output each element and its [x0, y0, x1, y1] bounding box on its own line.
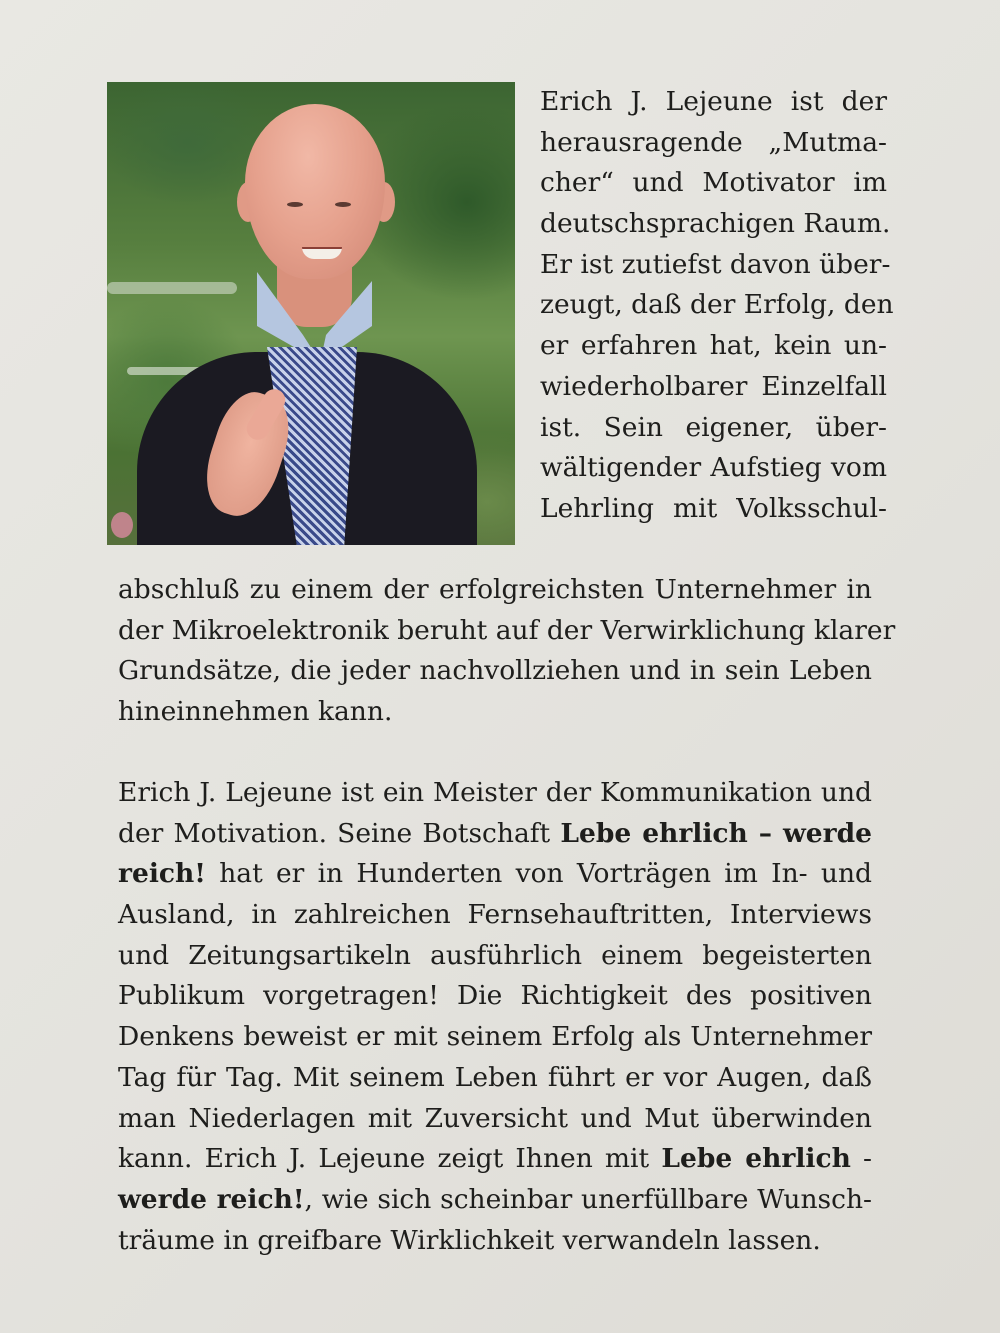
text-line: man Niederlagen mit Zuversicht und Mut überwinden [118, 1102, 872, 1134]
text-line: träume in greifbare Wirklichkeit verwandeln lassen. [118, 1224, 821, 1256]
eye [287, 202, 303, 207]
text-line: Tag für Tag. Mit seinem Leben führt er vor Augen, daß [118, 1061, 872, 1093]
text-line: Publikum vorgetragen! Die Richtigkeit des positiven [118, 980, 872, 1012]
text-line: und Zeitungsartikeln ausführlich einem begeisterten [118, 939, 872, 971]
text-line: Grundsätze, die jeder nachvollziehen und in sein Leben [118, 655, 872, 687]
text-line: er erfahren hat, kein un- [540, 330, 887, 362]
text-line: herausragende „Mutma- [540, 126, 887, 158]
paragraph-1-continued [118, 570, 896, 733]
book-title-bold: werde reich! [118, 1183, 305, 1215]
text-line: der Mikroelektronik beruht auf der Verwirklichung klarer [118, 614, 896, 646]
text-run: - [850, 1143, 873, 1175]
text-line [118, 1180, 872, 1221]
text-line: zeugt, daß der Erfolg, den [540, 289, 894, 321]
book-title-bold: reich! [118, 858, 206, 890]
text-line: Er ist zutiefst davon über- [540, 248, 891, 280]
flower [111, 512, 133, 538]
text-line: wältigender Aufstieg vom [540, 452, 887, 484]
mouth [302, 247, 342, 259]
book-title-bold: Lebe ehrlich – werde [560, 817, 872, 849]
paragraph-1-beside-photo [540, 82, 894, 530]
text-line: deutschsprachigen Raum. [540, 208, 891, 240]
text-line: hineinnehmen kann. [118, 696, 393, 728]
text-run: , wie sich scheinbar unerfüllbare Wunsch- [304, 1183, 872, 1215]
text-line [118, 1139, 872, 1180]
text-line: ist. Sein eigener, über- [540, 411, 887, 443]
text-line [118, 854, 872, 895]
text-line: abschluß zu einem der erfolgreichsten Unternehmer in [118, 574, 872, 605]
text-run: der Motivation. Seine Botschaft [118, 817, 561, 849]
text-run: kann. Erich J. Lejeune zeigt Ihnen mit [118, 1143, 662, 1175]
text-line: cher“ und Motivator im [540, 167, 887, 199]
text-line: Denkens beweist er mit seinem Erfolg als Unternehmer [118, 1021, 872, 1053]
eye [335, 202, 351, 207]
text-line [118, 814, 872, 855]
text-line: Ausland, in zahlreichen Fernsehauftritten, Interviews [118, 899, 872, 931]
book-title-bold: Lebe ehrlich [661, 1143, 851, 1175]
text-line: wiederholbarer Einzelfall [540, 370, 887, 402]
text-line: Lehrling mit Volksschul- [540, 492, 887, 524]
paragraph-2 [118, 773, 872, 1261]
text-run: hat er in Hunderten von Vorträgen im In- und [205, 858, 872, 890]
background-haze [107, 282, 237, 294]
text-line: Erich J. Lejeune ist der [540, 86, 887, 117]
author-photo [107, 82, 515, 545]
text-line: Erich J. Lejeune ist ein Meister der Kommunikation und [118, 777, 872, 808]
